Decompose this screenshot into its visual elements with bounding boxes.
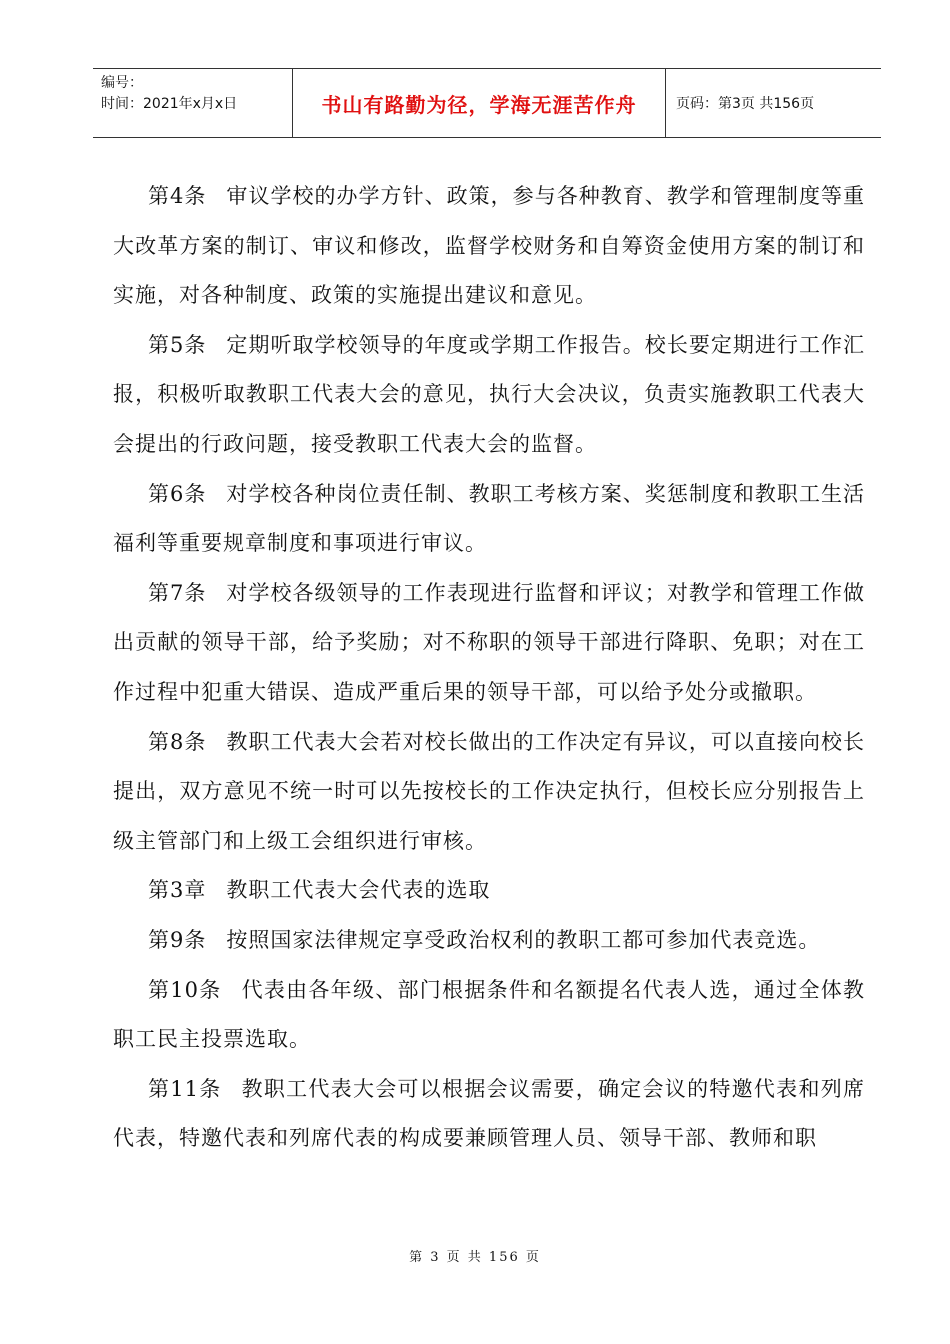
article-text: 对学校各级领导的工作表现进行监督和评议；对教学和管理工作做出贡献的领导干部，给予奖励；对不称职的领导干部进行降职、免职；对在工作过程中犯重大错误、造成严重后果的领导干部，可以给予处分或撤职。 bbox=[113, 580, 865, 704]
article-number: 第6条 bbox=[148, 481, 207, 506]
page-footer: 第 3 页 共 156 页 bbox=[409, 1250, 541, 1265]
header-motto: 书山有路勤为径，学海无涯苦作舟 bbox=[293, 69, 666, 137]
paragraph-article-7 bbox=[113, 569, 865, 718]
chapter-title: 教职工代表大会代表的选取 bbox=[226, 878, 491, 903]
document-header bbox=[93, 68, 881, 138]
article-number: 第5条 bbox=[148, 332, 207, 357]
article-number: 第11条 bbox=[148, 1076, 222, 1101]
article-number: 第4条 bbox=[148, 184, 207, 208]
article-text: 按照国家法律规定享受政治权利的教职工都可参加代表竞选。 bbox=[226, 927, 821, 952]
header-time-label: 时间：2021年x月x日 bbox=[101, 96, 238, 112]
paragraph-article-8 bbox=[113, 718, 865, 867]
header-code-label: 编号： bbox=[101, 75, 143, 91]
article-text: 审议学校的办学方针、政策，参与各种教育、教学和管理制度等重大改革方案的制订、审议和修改，监督学校财务和自筹资金使用方案的制订和实施，对各种制度、政策的实施提出建议和意见。 bbox=[113, 184, 865, 308]
article-text: 对学校各种岗位责任制、教职工考核方案、奖惩制度和教职工生活福利等重要规章制度和事项进行审议。 bbox=[113, 481, 865, 556]
article-text: 教职工代表大会可以根据会议需要，确定会议的特邀代表和列席代表，特邀代表和列席代表的构成要兼顾管理人员、领导干部、教师和职 bbox=[113, 1076, 865, 1151]
chapter-heading-3 bbox=[113, 866, 865, 916]
paragraph-article-5 bbox=[113, 321, 865, 470]
article-number: 第10条 bbox=[148, 977, 222, 1002]
header-page-label: 页码：第3页 共156页 bbox=[676, 96, 815, 112]
paragraph-article-4 bbox=[113, 172, 865, 321]
article-number: 第9条 bbox=[148, 927, 207, 952]
paragraph-article-11 bbox=[113, 1065, 865, 1164]
article-text: 代表由各年级、部门根据条件和名额提名代表人选，通过全体教职工民主投票选取。 bbox=[113, 977, 865, 1052]
article-number: 第8条 bbox=[148, 729, 207, 754]
paragraph-article-10 bbox=[113, 966, 865, 1065]
chapter-number: 第3章 bbox=[148, 878, 207, 903]
article-text: 定期听取学校领导的年度或学期工作报告。校长要定期进行工作汇报，积极听取教职工代表大会的意见，执行大会决议，负责实施教职工代表大会提出的行政问题，接受教职工代表大会的监督。 bbox=[113, 332, 865, 456]
article-number: 第7条 bbox=[148, 580, 207, 605]
article-text: 教职工代表大会若对校长做出的工作决定有异议，可以直接向校长提出，双方意见不统一时可以先按校长的工作决定执行，但校长应分别报告上级主管部门和上级工会组织进行审核。 bbox=[113, 729, 865, 853]
paragraph-article-9 bbox=[113, 916, 865, 966]
document-body bbox=[113, 172, 865, 1164]
paragraph-article-6 bbox=[113, 470, 865, 569]
header-meta-cell bbox=[93, 69, 293, 137]
